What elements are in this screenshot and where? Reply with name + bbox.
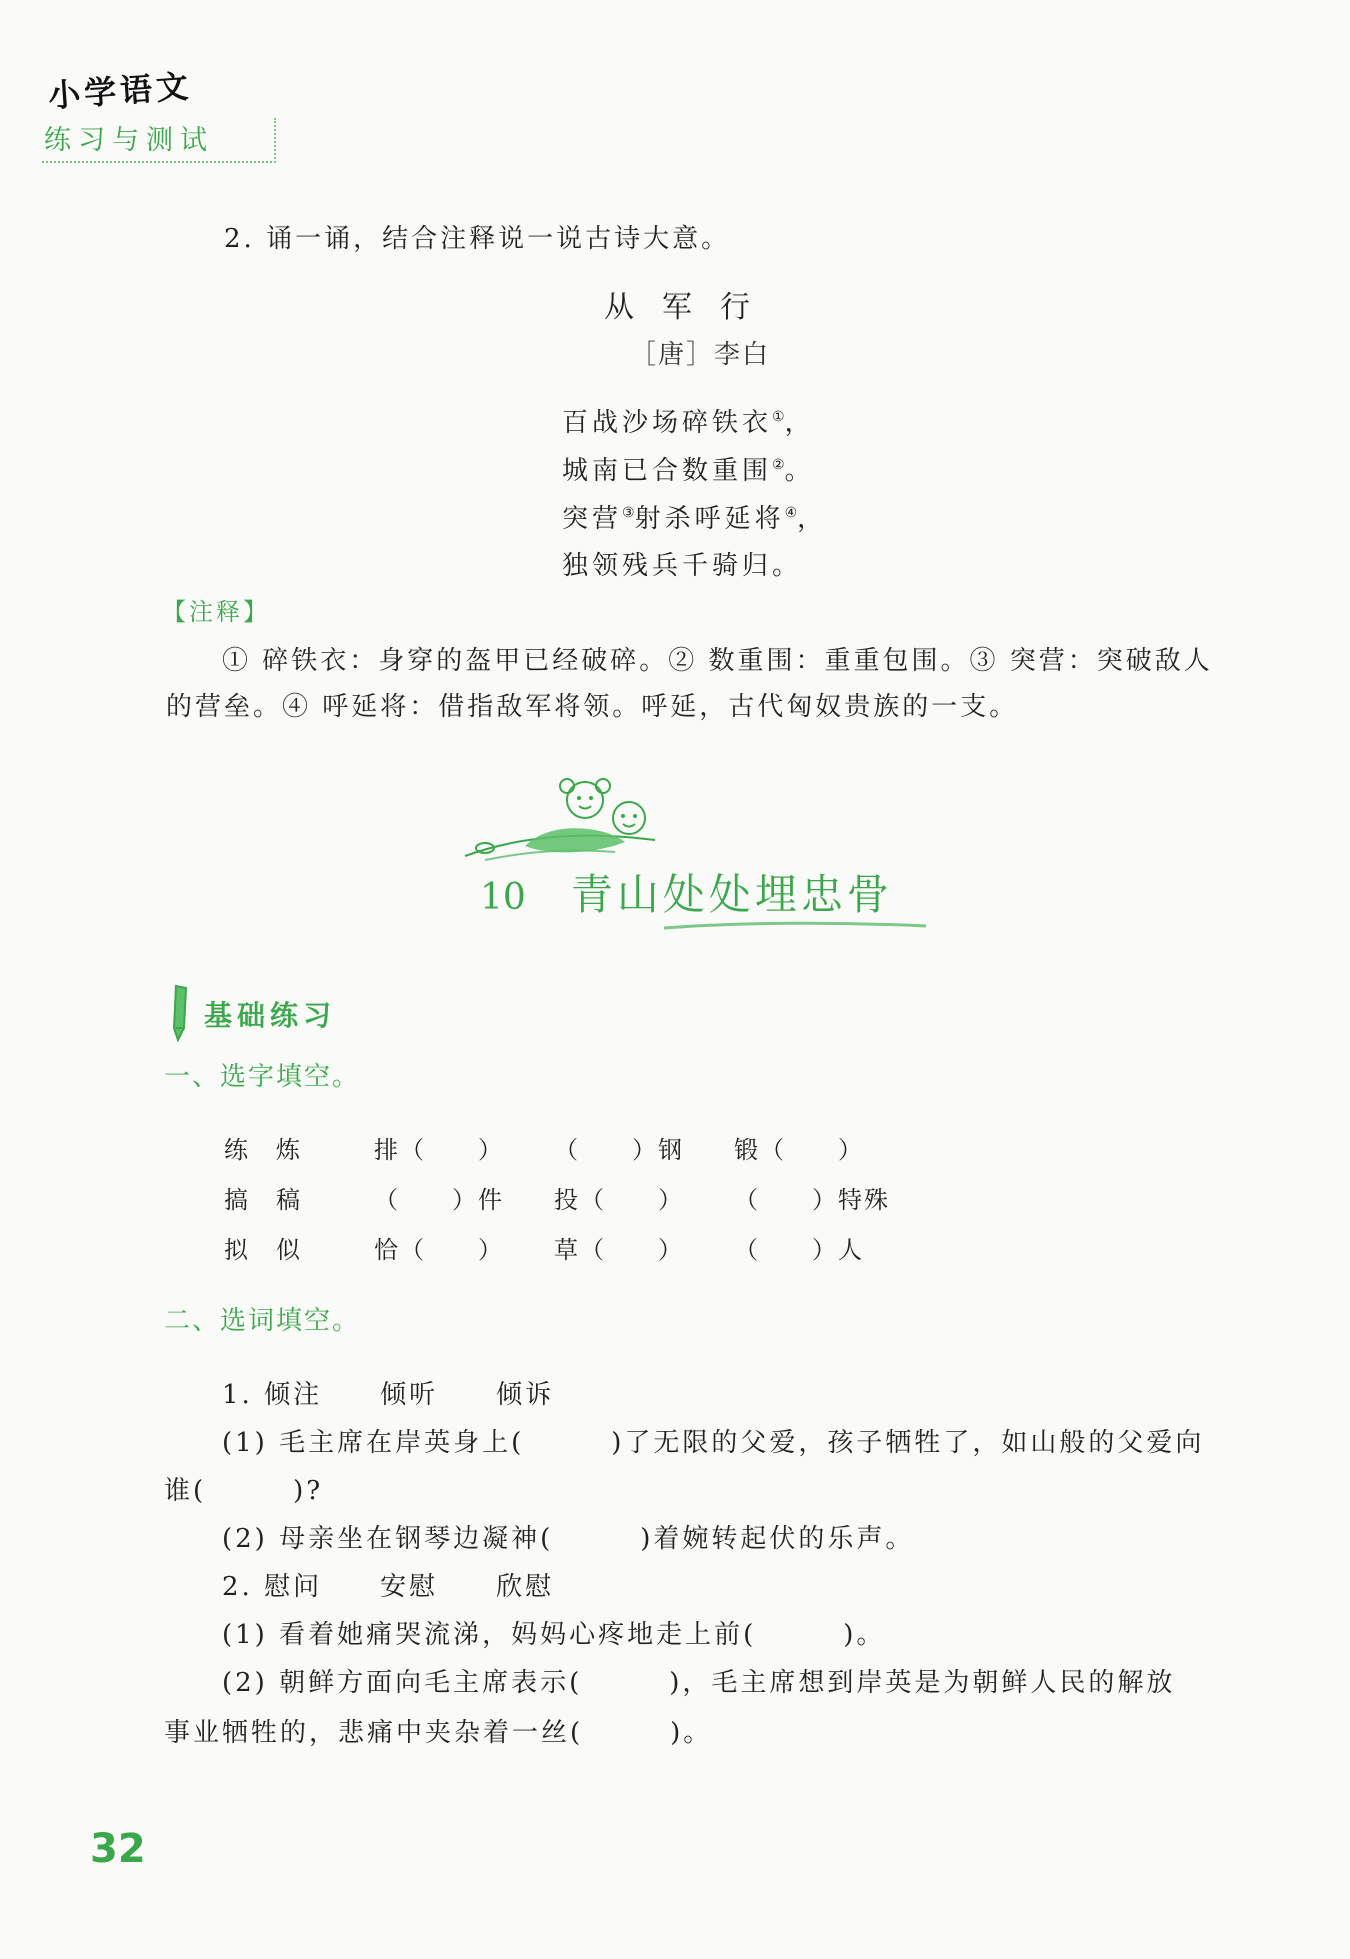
group-2-words: 2. 慰问 安慰 欣慰 (222, 1572, 555, 1602)
part-1-heading: 一、选字填空。 (164, 1062, 361, 1092)
poem-title: 从军行 (604, 290, 778, 325)
group-2-sentence-2b[interactable]: 事业牺牲的，悲痛中夹杂着一丝( )。 (164, 1718, 713, 1748)
group-1-words: 1. 倾注 倾听 倾诉 (222, 1380, 555, 1410)
group-1-sentence-2[interactable]: (2) 母亲坐在钢琴边凝神( )着婉转起伏的乐声。 (222, 1524, 915, 1554)
group-2-sentence-2a[interactable]: (2) 朝鲜方面向毛主席表示( )，毛主席想到岸英是为朝鲜人民的解放 (222, 1668, 1176, 1698)
children-illustration-icon (455, 768, 685, 868)
book-header (44, 66, 276, 163)
notes-label: 【注释】 (162, 598, 270, 626)
book-series-subtitle: 练习与测试 (42, 118, 276, 163)
poem-author: ［唐］李白 (630, 340, 771, 370)
lesson-underline-icon (660, 918, 930, 934)
part-2-heading: 二、选词填空。 (164, 1306, 361, 1336)
poem-line-4: 独领残兵千骑归。 (562, 551, 803, 581)
group-1-sentence-1b[interactable]: 谁( )? (164, 1476, 324, 1506)
poem-line-3: 突营③射杀呼延将④， (562, 504, 828, 534)
basic-practice-label: 基础练习 (204, 999, 337, 1032)
book-series-title: 小学语文 (46, 67, 194, 115)
poem-line-2: 城南已合数重围②。 (562, 456, 815, 486)
group-2-sentence-1[interactable]: (1) 看着她痛哭流涕，妈妈心疼地走上前( )。 (222, 1620, 886, 1650)
grid-row: 练 炼 排（ ） （ ）钢 锻（ ） (224, 1136, 864, 1164)
poem-line-1: 百战沙场碎铁衣①， (562, 408, 815, 438)
question-2-intro: 2. 诵一诵，结合注释说一说古诗大意。 (224, 224, 731, 254)
lesson-title: 青山处处埋忠骨 (570, 870, 893, 919)
grid-row: 拟 似 恰（ ） 草（ ） （ ）人 (224, 1236, 864, 1264)
lesson-number: 10 (480, 877, 526, 918)
group-1-sentence-1a[interactable]: (1) 毛主席在岸英身上( )了无限的父爱，孩子牺牲了，如山般的父爱向 (222, 1428, 1205, 1458)
part-1-grid (224, 1130, 914, 1280)
lesson-heading (480, 862, 893, 922)
pencil-icon (166, 982, 196, 1044)
notes-line-1: ① 碎铁衣：身穿的盔甲已经破碎。② 数重围：重重包围。③ 突营：突破敌人 (222, 646, 1213, 676)
notes-line-2: 的营垒。④ 呼延将：借指敌军将领。呼延，古代匈奴贵族的一支。 (166, 692, 1019, 722)
grid-row: 搞 稿 （ ）件 投（ ） （ ）特殊 (224, 1186, 890, 1214)
page-number: 32 (90, 1826, 146, 1872)
